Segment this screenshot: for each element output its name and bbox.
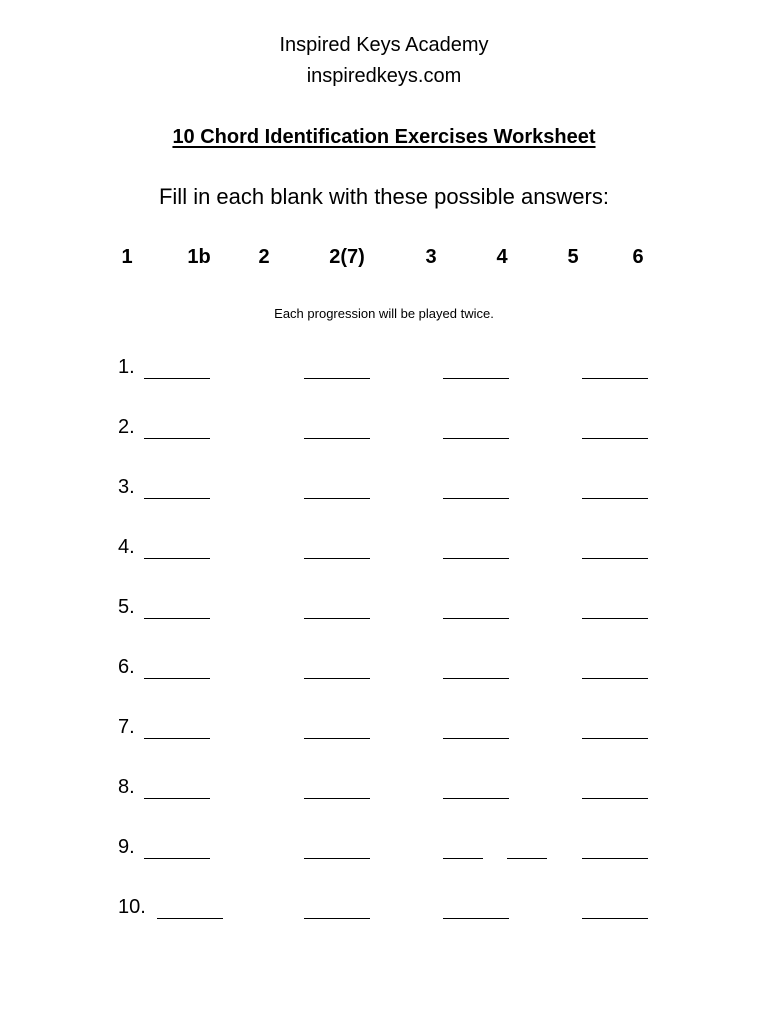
answer-blank[interactable] bbox=[144, 738, 210, 739]
exercise-number: 1. bbox=[118, 356, 135, 378]
answer-blank[interactable] bbox=[582, 618, 648, 619]
exercise-number: 5. bbox=[118, 596, 135, 618]
answer-blank[interactable] bbox=[144, 798, 210, 799]
answer-blank[interactable] bbox=[443, 858, 483, 859]
answer-blank[interactable] bbox=[144, 618, 210, 619]
exercise-number: 7. bbox=[118, 716, 135, 738]
answer-blank[interactable] bbox=[304, 378, 370, 379]
answer-blank[interactable] bbox=[443, 558, 509, 559]
worksheet-title-text: 10 Chord Identification Exercises Worksheet bbox=[172, 126, 596, 148]
answer-option: 2 bbox=[258, 246, 270, 268]
playback-note: Each progression will be played twice. bbox=[274, 306, 494, 321]
answer-blank[interactable] bbox=[144, 498, 210, 499]
answer-option: 1b bbox=[187, 246, 211, 268]
answer-blank[interactable] bbox=[443, 378, 509, 379]
exercise-number: 3. bbox=[118, 476, 135, 498]
exercise-number: 6. bbox=[118, 656, 135, 678]
exercise-row bbox=[0, 776, 768, 810]
exercise-number: 10. bbox=[118, 896, 146, 918]
answer-blank[interactable] bbox=[304, 618, 370, 619]
answer-blank[interactable] bbox=[443, 918, 509, 919]
answer-option: 4 bbox=[496, 246, 508, 268]
worksheet-title bbox=[0, 126, 768, 149]
instructions-text: Fill in each blank with these possible answers: bbox=[158, 184, 609, 209]
answer-blank[interactable] bbox=[582, 498, 648, 499]
exercise-row bbox=[0, 476, 768, 510]
answer-blank[interactable] bbox=[144, 438, 210, 439]
answer-blank[interactable] bbox=[304, 798, 370, 799]
answer-blank[interactable] bbox=[582, 738, 648, 739]
exercise-number: 2. bbox=[118, 416, 135, 438]
exercise-row bbox=[0, 716, 768, 750]
answer-blank[interactable] bbox=[157, 918, 223, 919]
answer-blank[interactable] bbox=[304, 858, 370, 859]
exercise-row bbox=[0, 896, 768, 930]
answer-blank[interactable] bbox=[443, 738, 509, 739]
exercise-number: 9. bbox=[118, 836, 135, 858]
exercise-number: 8. bbox=[118, 776, 135, 798]
answer-blank[interactable] bbox=[304, 918, 370, 919]
answer-blank[interactable] bbox=[582, 918, 648, 919]
answer-blank[interactable] bbox=[507, 858, 547, 859]
answer-blank[interactable] bbox=[582, 858, 648, 859]
answer-option: 5 bbox=[567, 246, 579, 268]
answer-blank[interactable] bbox=[144, 678, 210, 679]
answer-blank[interactable] bbox=[144, 858, 210, 859]
answer-option: 3 bbox=[425, 246, 437, 268]
answer-blank[interactable] bbox=[443, 498, 509, 499]
answer-blank[interactable] bbox=[443, 798, 509, 799]
exercise-row bbox=[0, 356, 768, 390]
exercise-number: 4. bbox=[118, 536, 135, 558]
answer-blank[interactable] bbox=[582, 378, 648, 379]
website-text: inspiredkeys.com bbox=[306, 65, 462, 87]
answer-blank[interactable] bbox=[304, 438, 370, 439]
answer-blank[interactable] bbox=[304, 678, 370, 679]
answer-blank[interactable] bbox=[443, 678, 509, 679]
answer-blank[interactable] bbox=[304, 558, 370, 559]
organization-name: Inspired Keys Academy bbox=[279, 34, 489, 56]
answer-blank[interactable] bbox=[304, 738, 370, 739]
answer-blank[interactable] bbox=[144, 558, 210, 559]
answer-blank[interactable] bbox=[443, 438, 509, 439]
answer-option: 6 bbox=[632, 246, 644, 268]
exercise-row bbox=[0, 596, 768, 630]
answer-option: 1 bbox=[121, 246, 133, 268]
answer-blank[interactable] bbox=[582, 438, 648, 439]
answer-blank[interactable] bbox=[582, 558, 648, 559]
answer-blank[interactable] bbox=[304, 498, 370, 499]
exercise-row bbox=[0, 416, 768, 450]
answer-blank[interactable] bbox=[582, 678, 648, 679]
answer-blank[interactable] bbox=[144, 378, 210, 379]
answer-blank[interactable] bbox=[443, 618, 509, 619]
exercise-row bbox=[0, 656, 768, 690]
exercise-row bbox=[0, 836, 768, 870]
exercise-row bbox=[0, 536, 768, 570]
answer-blank[interactable] bbox=[582, 798, 648, 799]
answer-options-row bbox=[0, 246, 768, 274]
answer-option: 2(7) bbox=[329, 246, 365, 268]
